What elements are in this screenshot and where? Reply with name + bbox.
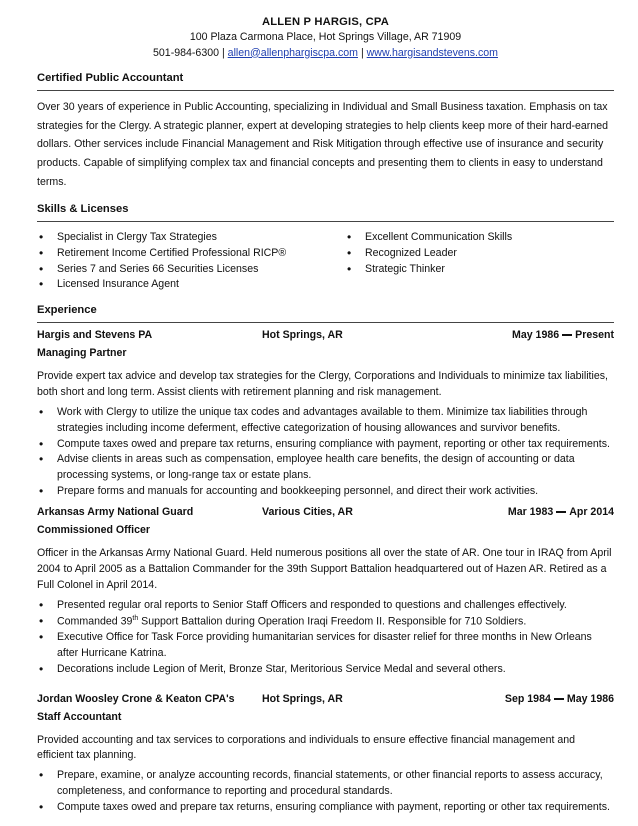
job-company: Jordan Woosley Crone & Keaton CPA's (37, 692, 235, 705)
section-title-profile: Certified Public Accountant (37, 70, 614, 91)
job-location: Hot Springs, AR (262, 329, 343, 342)
job-location: Various Cities, AR (262, 506, 353, 519)
website-link[interactable]: www.hargisandstevens.com (366, 46, 498, 59)
job-entry (37, 328, 614, 500)
bullet-text-suffix: Support Battalion during Operation Iraqi Freedom II. Responsible for 710 Soldiers. (138, 615, 527, 628)
job-bullet: • Compute taxes owed and prepare tax returns, ensuring compliance with payment, reporting or other tax requirements. (37, 437, 614, 453)
skills-column-left (37, 230, 345, 294)
skills-column-right (345, 230, 614, 294)
job-bullets (37, 598, 614, 678)
phone: 501-984-6300 (153, 46, 219, 59)
job-start: Mar 1983 (507, 506, 554, 519)
job-location: Hot Springs, AR (262, 692, 343, 705)
dash-mark (554, 698, 564, 700)
job-bullet: • Advise clients in areas such as compensation, employee health care benefits, the design of accounting or data processing systems, or long-range tax or estate plans. (37, 452, 614, 484)
resume-header (37, 14, 614, 61)
skill-item: • Recognized Leader (345, 246, 614, 262)
job-start: Sep 1984 (504, 692, 551, 705)
job-bullet: • Work with Clergy to utilize the unique tax codes and advantages available to them. Minimize tax liabilities through strategies including income deferment, effective categorization of housing allowances and survivor benefits. (37, 405, 614, 437)
job-title: Staff Accountant (37, 710, 122, 723)
section-title-experience: Experience (37, 302, 614, 323)
skill-item: • Licensed Insurance Agent (37, 277, 345, 293)
separator: | (360, 46, 364, 59)
skills-list (37, 226, 614, 294)
job-bullet: • Compute taxes owed and prepare tax returns, ensuring compliance with payment, reporting or other tax requirements. (37, 800, 614, 816)
email-link[interactable]: allen@allenphargiscpa.com (227, 46, 358, 59)
job-dates (508, 505, 614, 521)
section-title-skills: Skills & Licenses (37, 201, 614, 222)
address: 100 Plaza Carmona Place, Hot Springs Village, AR 71909 (189, 31, 462, 44)
profile-summary: Over 30 years of experience in Public Accounting, specializing in Individual and Small Business taxation. Emphasis on tax strategies for the Clergy. A strategic planner, expert at developing strategies to help clients keep more of their hard-earned dollars. Other services include Financial Management and Risk Mitigation through effective use of insurance and security products. Capable of simplifying complex tax and financial concepts and presenting them to clients in easy to understand terms. (37, 100, 609, 189)
job-entry (37, 505, 614, 678)
job-bullets (37, 405, 614, 500)
job-header (37, 505, 614, 522)
skill-item: • Series 7 and Series 66 Securities Licenses (37, 262, 345, 278)
skill-item: • Retirement Income Certified Professional RICP® (37, 246, 345, 262)
candidate-name: ALLEN P HARGIS, CPA (261, 16, 390, 28)
job-company: Arkansas Army National Guard (37, 506, 194, 519)
job-bullet: • Presented regular oral reports to Senior Staff Officers and responded to questions and challenges effectively. (37, 598, 614, 614)
spacer (37, 678, 614, 687)
job-dates (512, 328, 614, 344)
skill-item: • Excellent Communication Skills (345, 230, 614, 246)
job-header (37, 692, 614, 709)
skill-item: • Specialist in Clergy Tax Strategies (37, 230, 345, 246)
job-bullet: • Decorations include Legion of Merit, Bronze Star, Meritorious Service Medal and several others. (37, 662, 614, 678)
job-end: May 1986 (566, 692, 614, 705)
job-bullets (37, 768, 614, 816)
job-company: Hargis and Stevens PA (37, 329, 153, 342)
job-header (37, 328, 614, 345)
contact-line (37, 46, 614, 61)
job-dates (505, 692, 614, 708)
job-title: Commissioned Officer (37, 524, 151, 537)
job-bullet: • Prepare forms and manuals for accounting and bookkeeping personnel, and direct their work activities. (37, 484, 614, 500)
job-title: Managing Partner (37, 347, 127, 360)
job-bullet (37, 614, 614, 630)
dash-mark (562, 334, 572, 336)
skill-item: • Strategic Thinker (345, 262, 614, 278)
job-description: Provided accounting and tax services to corporations and individuals to ensure effective financial management and efficient tax planning. (37, 733, 576, 762)
bullet-text-prefix: Commanded 39 (57, 615, 133, 628)
job-start: May 1986 (512, 329, 560, 342)
ordinal-suffix: th (132, 614, 139, 622)
job-bullet: • Prepare, examine, or analyze accounting records, financial statements, or other financial reports to assess accuracy, completeness, and conformance to reporting and procedural standards. (37, 768, 614, 800)
dash-mark (556, 511, 566, 513)
separator: | (221, 46, 225, 59)
job-description: Officer in the Arkansas Army National Guard. Held numerous positions all over the state of AR. One tour in IRAQ from April 2004 to April 2005 as a Battalion Commander for the 39th Support Battalion headquartered out of Hazen AR. Retired as a Full Colonel in April 2014. (37, 547, 612, 591)
job-bullet: • Executive Office for Task Force providing humanitarian services for disaster relief for three months in New Orleans after Hurricane Katrina. (37, 630, 614, 662)
job-end: Apr 2014 (569, 506, 614, 519)
job-entry (37, 692, 614, 816)
job-description: Provide expert tax advice and develop tax strategies for the Clergy, Corporations and Individuals to minimize tax liabilities, both short and long term. Assist clients with retirement planning and risk management. (37, 370, 608, 398)
job-end: Present (575, 329, 614, 342)
